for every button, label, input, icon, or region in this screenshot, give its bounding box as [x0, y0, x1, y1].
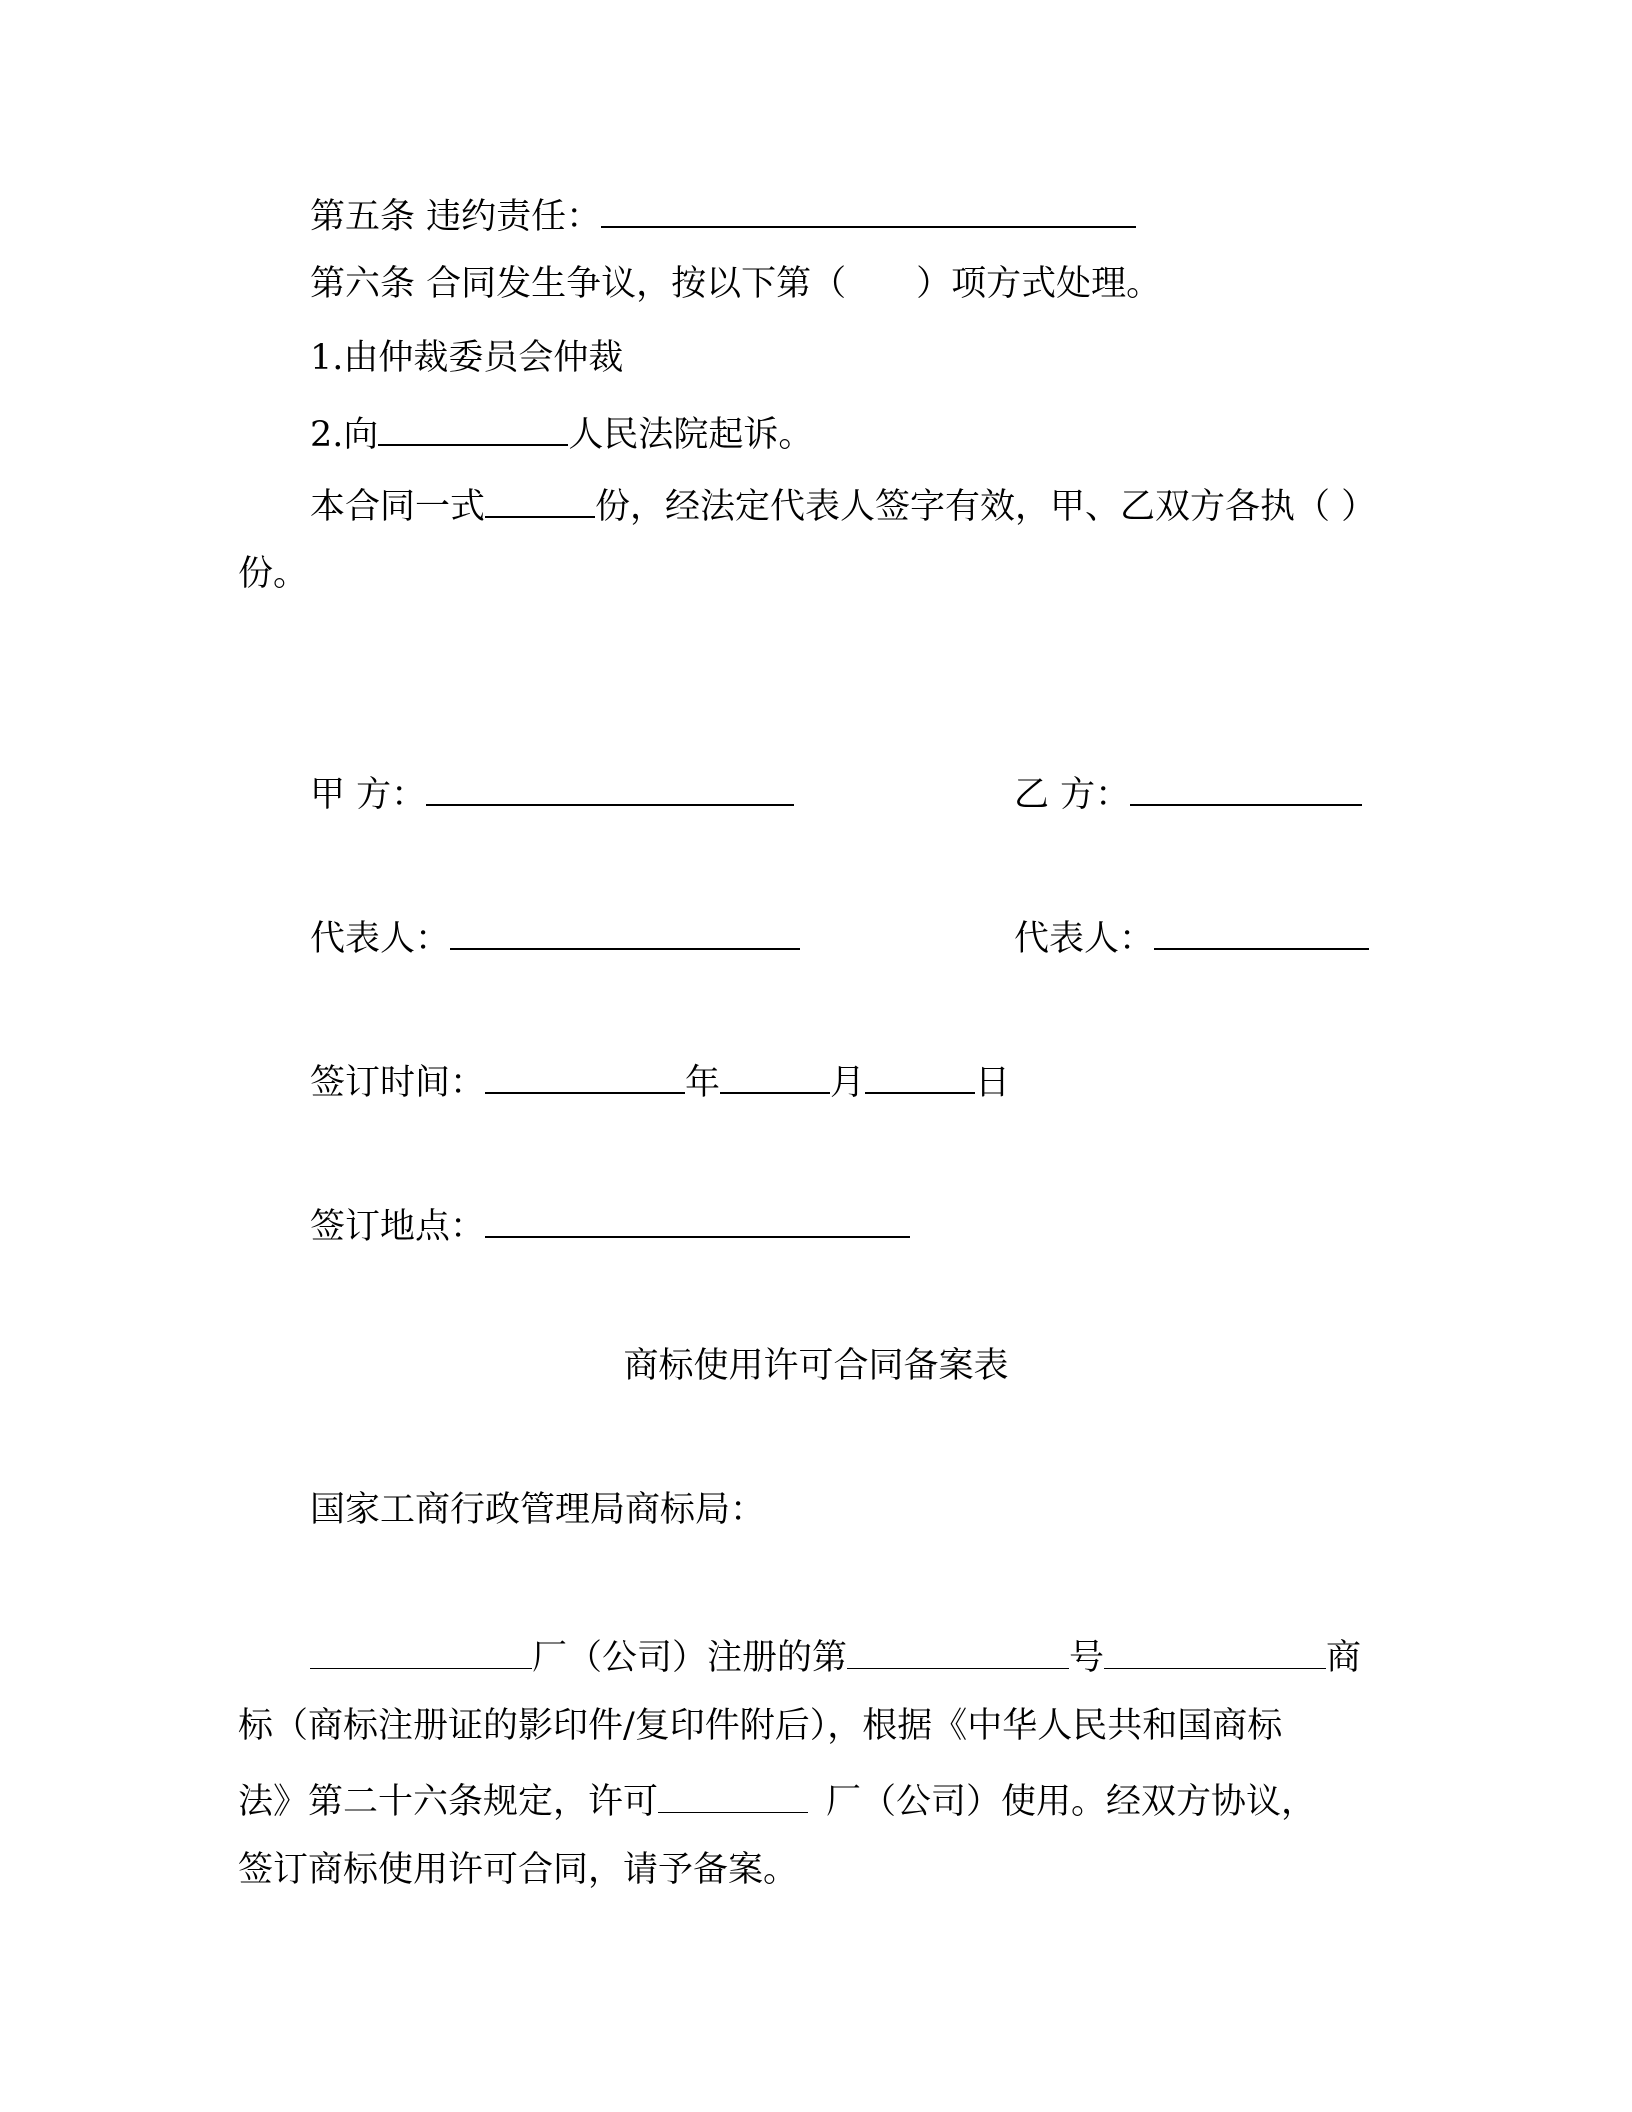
addressee-text: 国家工商行政管理局商标局：	[310, 1490, 766, 1530]
filing-paragraph-line-4	[238, 1848, 798, 1892]
rep-b	[1014, 912, 1369, 961]
option-2-pre: 2.向	[310, 415, 379, 455]
signing-time	[310, 1056, 1010, 1105]
court-blank[interactable]	[378, 408, 568, 446]
article-5-label: 第五条 违约责任：	[310, 197, 602, 237]
filing-p1-c: 商	[1326, 1638, 1362, 1678]
filing-p1-a: 厂（公司）注册的第	[532, 1638, 848, 1678]
filing-paragraph-line-1	[310, 1632, 1361, 1680]
licensor-blank[interactable]	[310, 1632, 532, 1669]
article-6-tail: ）项方式处理。	[916, 264, 1162, 304]
rep-a-blank[interactable]	[450, 912, 800, 950]
party-a-blank[interactable]	[426, 768, 794, 806]
addressee	[310, 1488, 765, 1532]
month-label: 月	[830, 1063, 866, 1103]
filing-paragraph-line-3	[238, 1776, 1316, 1824]
filing-title	[0, 1344, 1632, 1388]
filing-p4: 签订商标使用许可合同，请予备案。	[238, 1850, 799, 1890]
article-5	[310, 190, 1136, 239]
party-a	[310, 768, 794, 817]
day-blank[interactable]	[865, 1056, 975, 1094]
copies-clause	[310, 480, 1376, 529]
rep-b-blank[interactable]	[1154, 912, 1369, 950]
licensee-blank[interactable]	[658, 1776, 808, 1813]
rep-a-label: 代表人：	[310, 919, 451, 959]
party-b	[1014, 768, 1362, 817]
copies-count-blank[interactable]	[485, 480, 595, 518]
trademark-name-blank[interactable]	[1104, 1632, 1326, 1669]
filing-p3-a: 法》第二十六条规定，许可	[238, 1782, 659, 1822]
rep-a	[310, 912, 800, 961]
party-b-blank[interactable]	[1130, 768, 1362, 806]
year-label: 年	[685, 1063, 721, 1103]
copies-end: 份。	[238, 554, 309, 594]
filing-title-text: 商标使用许可合同备案表	[623, 1346, 1009, 1386]
filing-p3-b: 厂（公司）使用。经双方协议，	[826, 1782, 1317, 1822]
option-1	[310, 336, 623, 380]
registration-number-blank[interactable]	[847, 1632, 1069, 1669]
rep-b-label: 代表人：	[1014, 919, 1155, 959]
signing-place	[310, 1200, 910, 1249]
place-blank[interactable]	[485, 1200, 910, 1238]
option-2	[310, 408, 813, 457]
option-2-post: 人民法院起诉。	[568, 415, 814, 455]
article-6-label: 第六条 合同发生争议，按以下第（	[310, 264, 847, 304]
signing-time-label: 签订时间：	[310, 1063, 486, 1103]
filing-p1-b: 号	[1069, 1638, 1105, 1678]
signing-place-label: 签订地点：	[310, 1207, 486, 1247]
day-label: 日	[975, 1063, 1011, 1103]
copies-pre: 本合同一式	[310, 487, 486, 527]
option-1-text: 1.由仲裁委员会仲裁	[310, 338, 624, 378]
month-blank[interactable]	[720, 1056, 830, 1094]
breach-liability-blank[interactable]	[601, 190, 1136, 228]
copies-clause-end	[238, 552, 308, 596]
filing-paragraph-line-2	[238, 1704, 1282, 1748]
copies-post: 份，经法定代表人签字有效，甲、乙双方各执（ ）	[595, 487, 1377, 527]
article-6	[310, 262, 1161, 306]
party-a-label: 甲 方：	[310, 775, 427, 815]
filing-p2: 标（商标注册证的影印件/复印件附后），根据《中华人民共和国商标	[238, 1706, 1283, 1746]
party-b-label: 乙 方：	[1014, 775, 1131, 815]
year-blank[interactable]	[485, 1056, 685, 1094]
